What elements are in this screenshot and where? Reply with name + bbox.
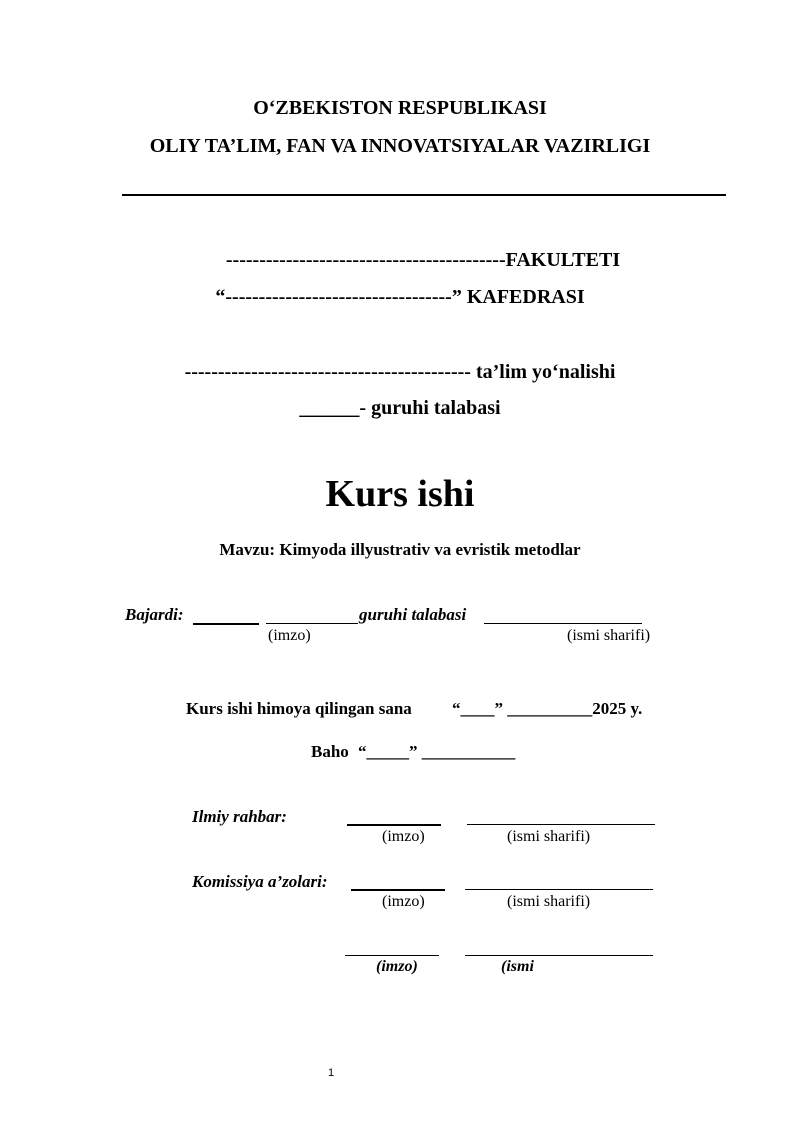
performer-sign-caption: (imzo) — [268, 627, 311, 644]
grade-label: Baho — [311, 742, 349, 761]
header-ministry: OLIY TA’LIM, FAN VA INNOVATSIYALAR VAZIRLIGI — [149, 135, 651, 157]
commission-name-line-2 — [465, 955, 653, 956]
performer-blank-2 — [266, 623, 358, 624]
commission-name-caption-2: (ismi — [501, 958, 534, 975]
grade-value: “_____” ___________ — [358, 742, 516, 761]
direction-line: ------------------------------------------- ta’lim yo‘nalishi — [184, 361, 616, 383]
supervisor-name-line — [467, 824, 655, 825]
faculty-line: ------------------------------------------FAKULTETI — [225, 249, 621, 271]
commission-name-caption: (ismi sharifi) — [507, 893, 591, 910]
topic-line: Mavzu: Kimyoda illyustrativ va evristik metodlar — [219, 540, 581, 559]
header-divider — [122, 194, 726, 196]
performer-name-caption: (ismi sharifi) — [567, 627, 651, 644]
group-line — [0, 397, 800, 420]
group-blank: ______ — [299, 397, 360, 419]
performer-label: Bajardi: — [125, 605, 184, 624]
supervisor-name-caption: (ismi sharifi) — [507, 828, 591, 845]
performer-blank-1 — [193, 623, 259, 625]
commission-sign-line — [351, 889, 445, 891]
header-country: O‘ZBEKISTON RESPUBLIKASI — [253, 97, 547, 119]
supervisor-sign-caption: (imzo) — [382, 828, 425, 845]
page-number: 1 — [328, 1067, 335, 1079]
supervisor-label: Ilmiy rahbar: — [192, 807, 287, 826]
department-line: “----------------------------------” KAFEDRASI — [215, 286, 585, 308]
performer-group-text: guruhi talabasi — [359, 605, 467, 624]
document-title: Kurs ishi — [325, 473, 475, 515]
performer-name-line — [484, 623, 642, 624]
commission-sign-caption: (imzo) — [382, 893, 425, 910]
defense-date: “____” __________2025 y. — [452, 699, 643, 718]
commission-sign-caption-2: (imzo) — [376, 958, 418, 975]
commission-name-line — [465, 889, 653, 890]
commission-label: Komissiya a’zolari: — [192, 872, 328, 891]
supervisor-sign-line — [347, 824, 441, 826]
commission-sign-line-2 — [345, 955, 439, 956]
group-text: - guruhi talabasi — [359, 397, 501, 419]
defense-label: Kurs ishi himoya qilingan sana — [186, 699, 412, 718]
